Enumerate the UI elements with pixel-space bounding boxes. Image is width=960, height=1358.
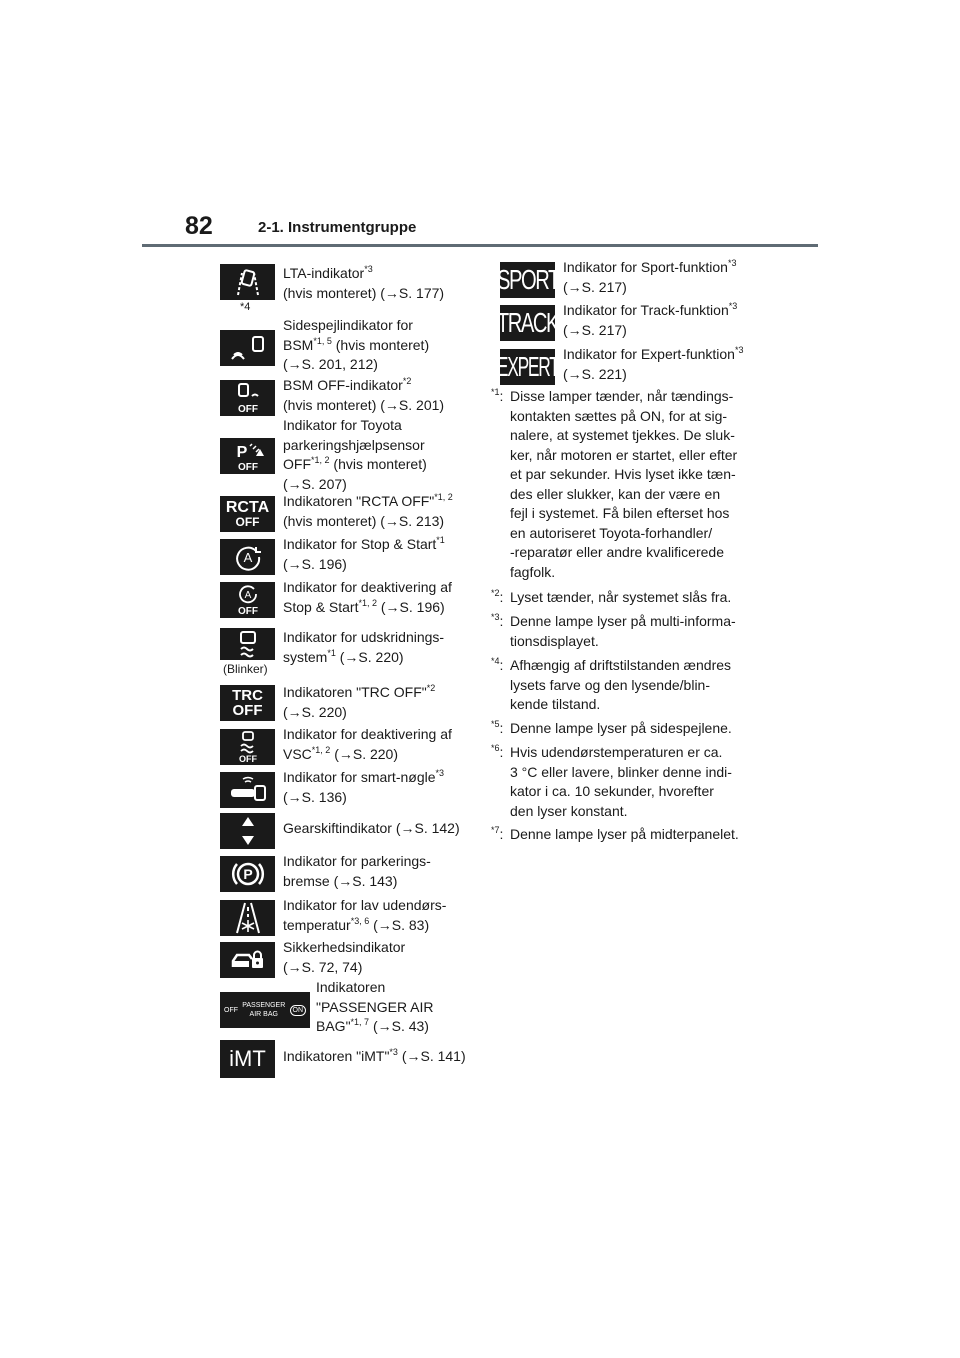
indicator-description: Indikator for Stop & Start$^{*1}$ (→S. 196) — [283, 535, 445, 572]
imt-icon: iMT — [220, 1040, 275, 1078]
indicator-description: Indikator for parkerings- bremse (→S. 143) — [283, 853, 431, 889]
smart-key-icon — [220, 772, 275, 808]
indicator-description: Indikatoren "TRC OFF"$^{*2}$ (→S. 220) — [283, 683, 436, 720]
lane-trace-assist-icon — [220, 264, 275, 300]
indicator-description: Sidespejlindikator for BSM$^{*1, 5}$ (hvis monteret) (→S. 201, 212) — [283, 317, 430, 372]
svg-text:P: P — [236, 444, 247, 461]
svg-text:A: A — [243, 550, 252, 565]
indicator-description: Indikator for deaktivering af VSC$^{*1, 2}$ (→S. 220) — [283, 726, 452, 762]
indicator-description: Indikatoren "RCTA OFF"$^{*1, 2}$ (hvis monteret) (→S. 213) — [283, 492, 453, 529]
indicator-description: BSM OFF-indikator$^{*2}$ (hvis monteret) (→S. 201) — [283, 376, 445, 413]
passenger-airbag-icon: OFF PASSENGER AIR BAG ON — [220, 992, 310, 1028]
icon-note: (Blinker) — [223, 662, 268, 676]
indicator-description: Indikator for Toyota parkeringshjælpsensor OFF$^{*1, 2}$ (hvis monteret) (→S. 207) — [283, 417, 427, 492]
svg-text:OFF: OFF — [237, 404, 258, 414]
indicator-description: LTA-indikator$^{*3}$ (hvis monteret) (→S. 177) — [283, 264, 445, 301]
indicator-description: Indikator for lav udendørs- temperatur$^{*3, 6}$ (→S. 83) — [283, 897, 447, 933]
svg-text:A: A — [244, 590, 251, 601]
parking-brake-icon — [220, 856, 275, 892]
expert-mode-icon: EXPERT — [500, 349, 555, 385]
stop-start-icon — [220, 539, 275, 575]
parking-sensor-off-icon — [220, 438, 275, 474]
svg-text:P: P — [242, 866, 253, 882]
rcta-off-icon: RCTA OFF — [220, 496, 275, 532]
bsm-off-icon — [220, 380, 275, 416]
indicator-description: Indikator for Sport-funktion$^{*3}$ (→S. 217) — [563, 258, 737, 295]
stop-start-off-icon — [220, 582, 275, 618]
page-number: 82 — [185, 212, 213, 240]
indicator-description: Indikator for Expert-funktion$^{*3}$ (→S. 221) — [563, 345, 744, 382]
svg-text:OFF: OFF — [238, 754, 257, 764]
indicator-description: Sikkerhedsindikator (→S. 72, 74) — [283, 939, 406, 975]
shift-indicator-icon — [220, 813, 275, 849]
indicator-description: Indikator for Track-funktion$^{*3}$ (→S. 217) — [563, 301, 738, 338]
header-rule — [142, 244, 818, 247]
blind-spot-monitor-icon — [220, 330, 275, 366]
sport-mode-icon: SPORT — [500, 262, 555, 298]
icon-note: *4 — [240, 301, 251, 313]
vsc-off-icon — [220, 729, 275, 765]
svg-text:OFF: OFF — [237, 606, 258, 617]
indicator-description: Indikator for smart-nøgle$^{*3}$ (→S. 136) — [283, 768, 445, 805]
low-temperature-icon — [220, 900, 275, 936]
indicator-description: Gearskiftindikator (→S. 142) — [283, 820, 460, 836]
indicator-description: Indikator for deaktivering af Stop & Start$^{*1, 2}$ (→S. 196) — [283, 579, 452, 615]
track-mode-icon: TRACK — [500, 305, 555, 341]
svg-text:OFF: OFF — [237, 462, 258, 472]
security-icon — [220, 942, 275, 978]
indicator-description: Indikator for udskridnings- system$^{*1}$ (→S. 220) — [283, 629, 445, 665]
section-title: 2-1. Instrumentgruppe — [258, 219, 417, 236]
trc-off-icon: TRC OFF — [220, 685, 275, 721]
indicator-description: Indikatoren "iMT"$^{*3}$ (→S. 141) — [283, 1047, 466, 1064]
indicator-description: Indikatoren "PASSENGER AIR BAG"$^{*1, 7}$ (→S. 43) — [316, 979, 434, 1034]
slip-indicator-icon — [220, 628, 275, 660]
